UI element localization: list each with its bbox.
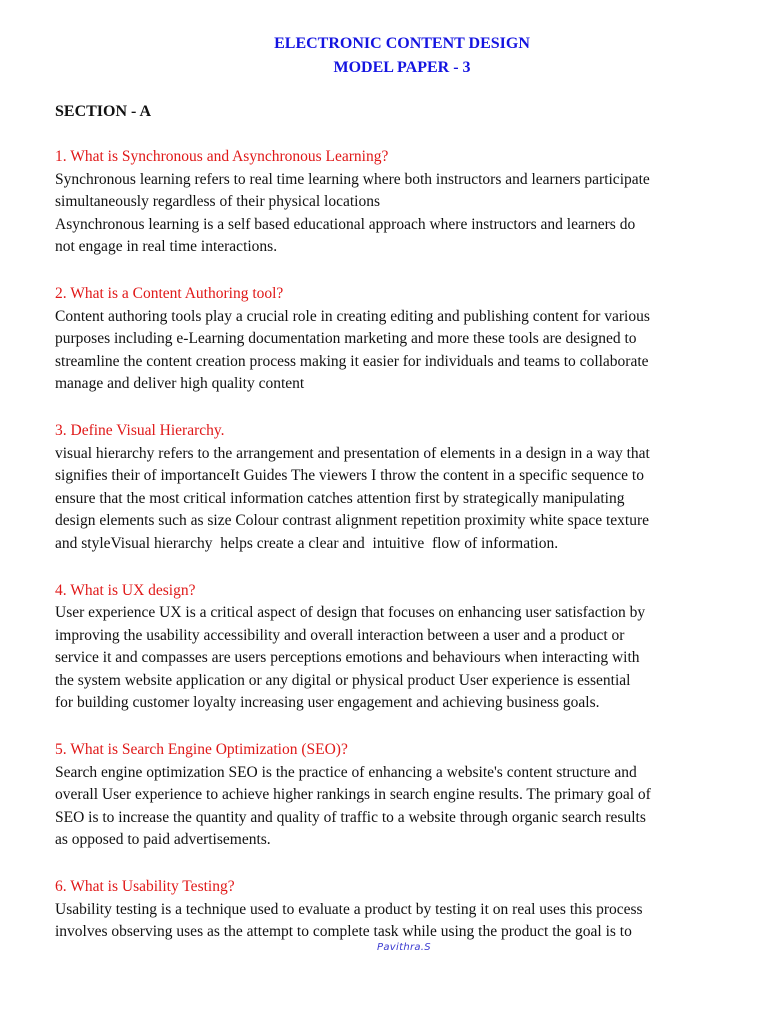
section-heading: SECTION - A xyxy=(55,103,152,120)
question-text: 5. What is Search Engine Optimization (SEO)? xyxy=(55,741,348,759)
question-list xyxy=(55,146,755,968)
question-text: 3. Define Visual Hierarchy. xyxy=(55,421,225,439)
answer-text: Search engine optimization SEO is the practice of enhancing a website's content structure and overall User experience to achieve higher rankings in search engine results. The primary goal of SEO is to increase the quantity and quality of traffic to a website through organic search results as opposed to paid advertisements. xyxy=(55,763,651,849)
question-block-6 xyxy=(55,876,755,944)
document-title: ELECTRONIC CONTENT DESIGN xyxy=(274,35,530,52)
question-block-3 xyxy=(55,420,755,556)
document-subtitle: MODEL PAPER - 3 xyxy=(333,59,471,76)
question-block-4 xyxy=(55,580,755,716)
answer-text: visual hierarchy refers to the arrangement and presentation of elements in a design in a way that signifies their of importanceIt Guides The viewers I throw the content in a specific sequence to ensure that the most critical information catches attention first by strategically manipulating design elements such as size Colour contrast alignment repetition proximity white space texture and styleVisual hierarchy helps create a clear and intuitive flow of information. xyxy=(55,444,650,552)
author-signature: Pavithra.S xyxy=(377,942,431,953)
question-block-1 xyxy=(55,146,755,259)
question-text: 2. What is a Content Authoring tool? xyxy=(55,284,284,302)
answer-text: Synchronous learning refers to real time learning where both instructors and learners participate simultaneously regardless of their physical locations Asynchronous learning is a self based educational approach where instructors and learners do not engage in real time interactions. xyxy=(55,170,650,256)
answer-text: User experience UX is a critical aspect of design that focuses on enhancing user satisfaction by improving the usability accessibility and overall interaction between a user and a product or service it and compasses are users perceptions emotions and behaviours when interacting with the system website application or any digital or physical product User experience is essential for building customer loyalty increasing user engagement and achieving business goals. xyxy=(55,604,646,712)
question-text: 6. What is Usability Testing? xyxy=(55,878,235,896)
question-text: 4. What is UX design? xyxy=(55,581,196,599)
question-block-5 xyxy=(55,739,755,852)
answer-text: Content authoring tools play a crucial role in creating editing and publishing content for various purposes including e-Learning documentation marketing and more these tools are designed to streamline the content creation process making it easier for individuals and teams to collaborate manage and deliver high quality content xyxy=(55,307,650,393)
question-text: 1. What is Synchronous and Asynchronous Learning? xyxy=(55,148,389,165)
question-block-2 xyxy=(55,283,755,396)
answer-text: Usability testing is a technique used to evaluate a product by testing it on real uses this process involves observing uses as the attempt to complete task while using the product the goal is to xyxy=(55,900,643,941)
